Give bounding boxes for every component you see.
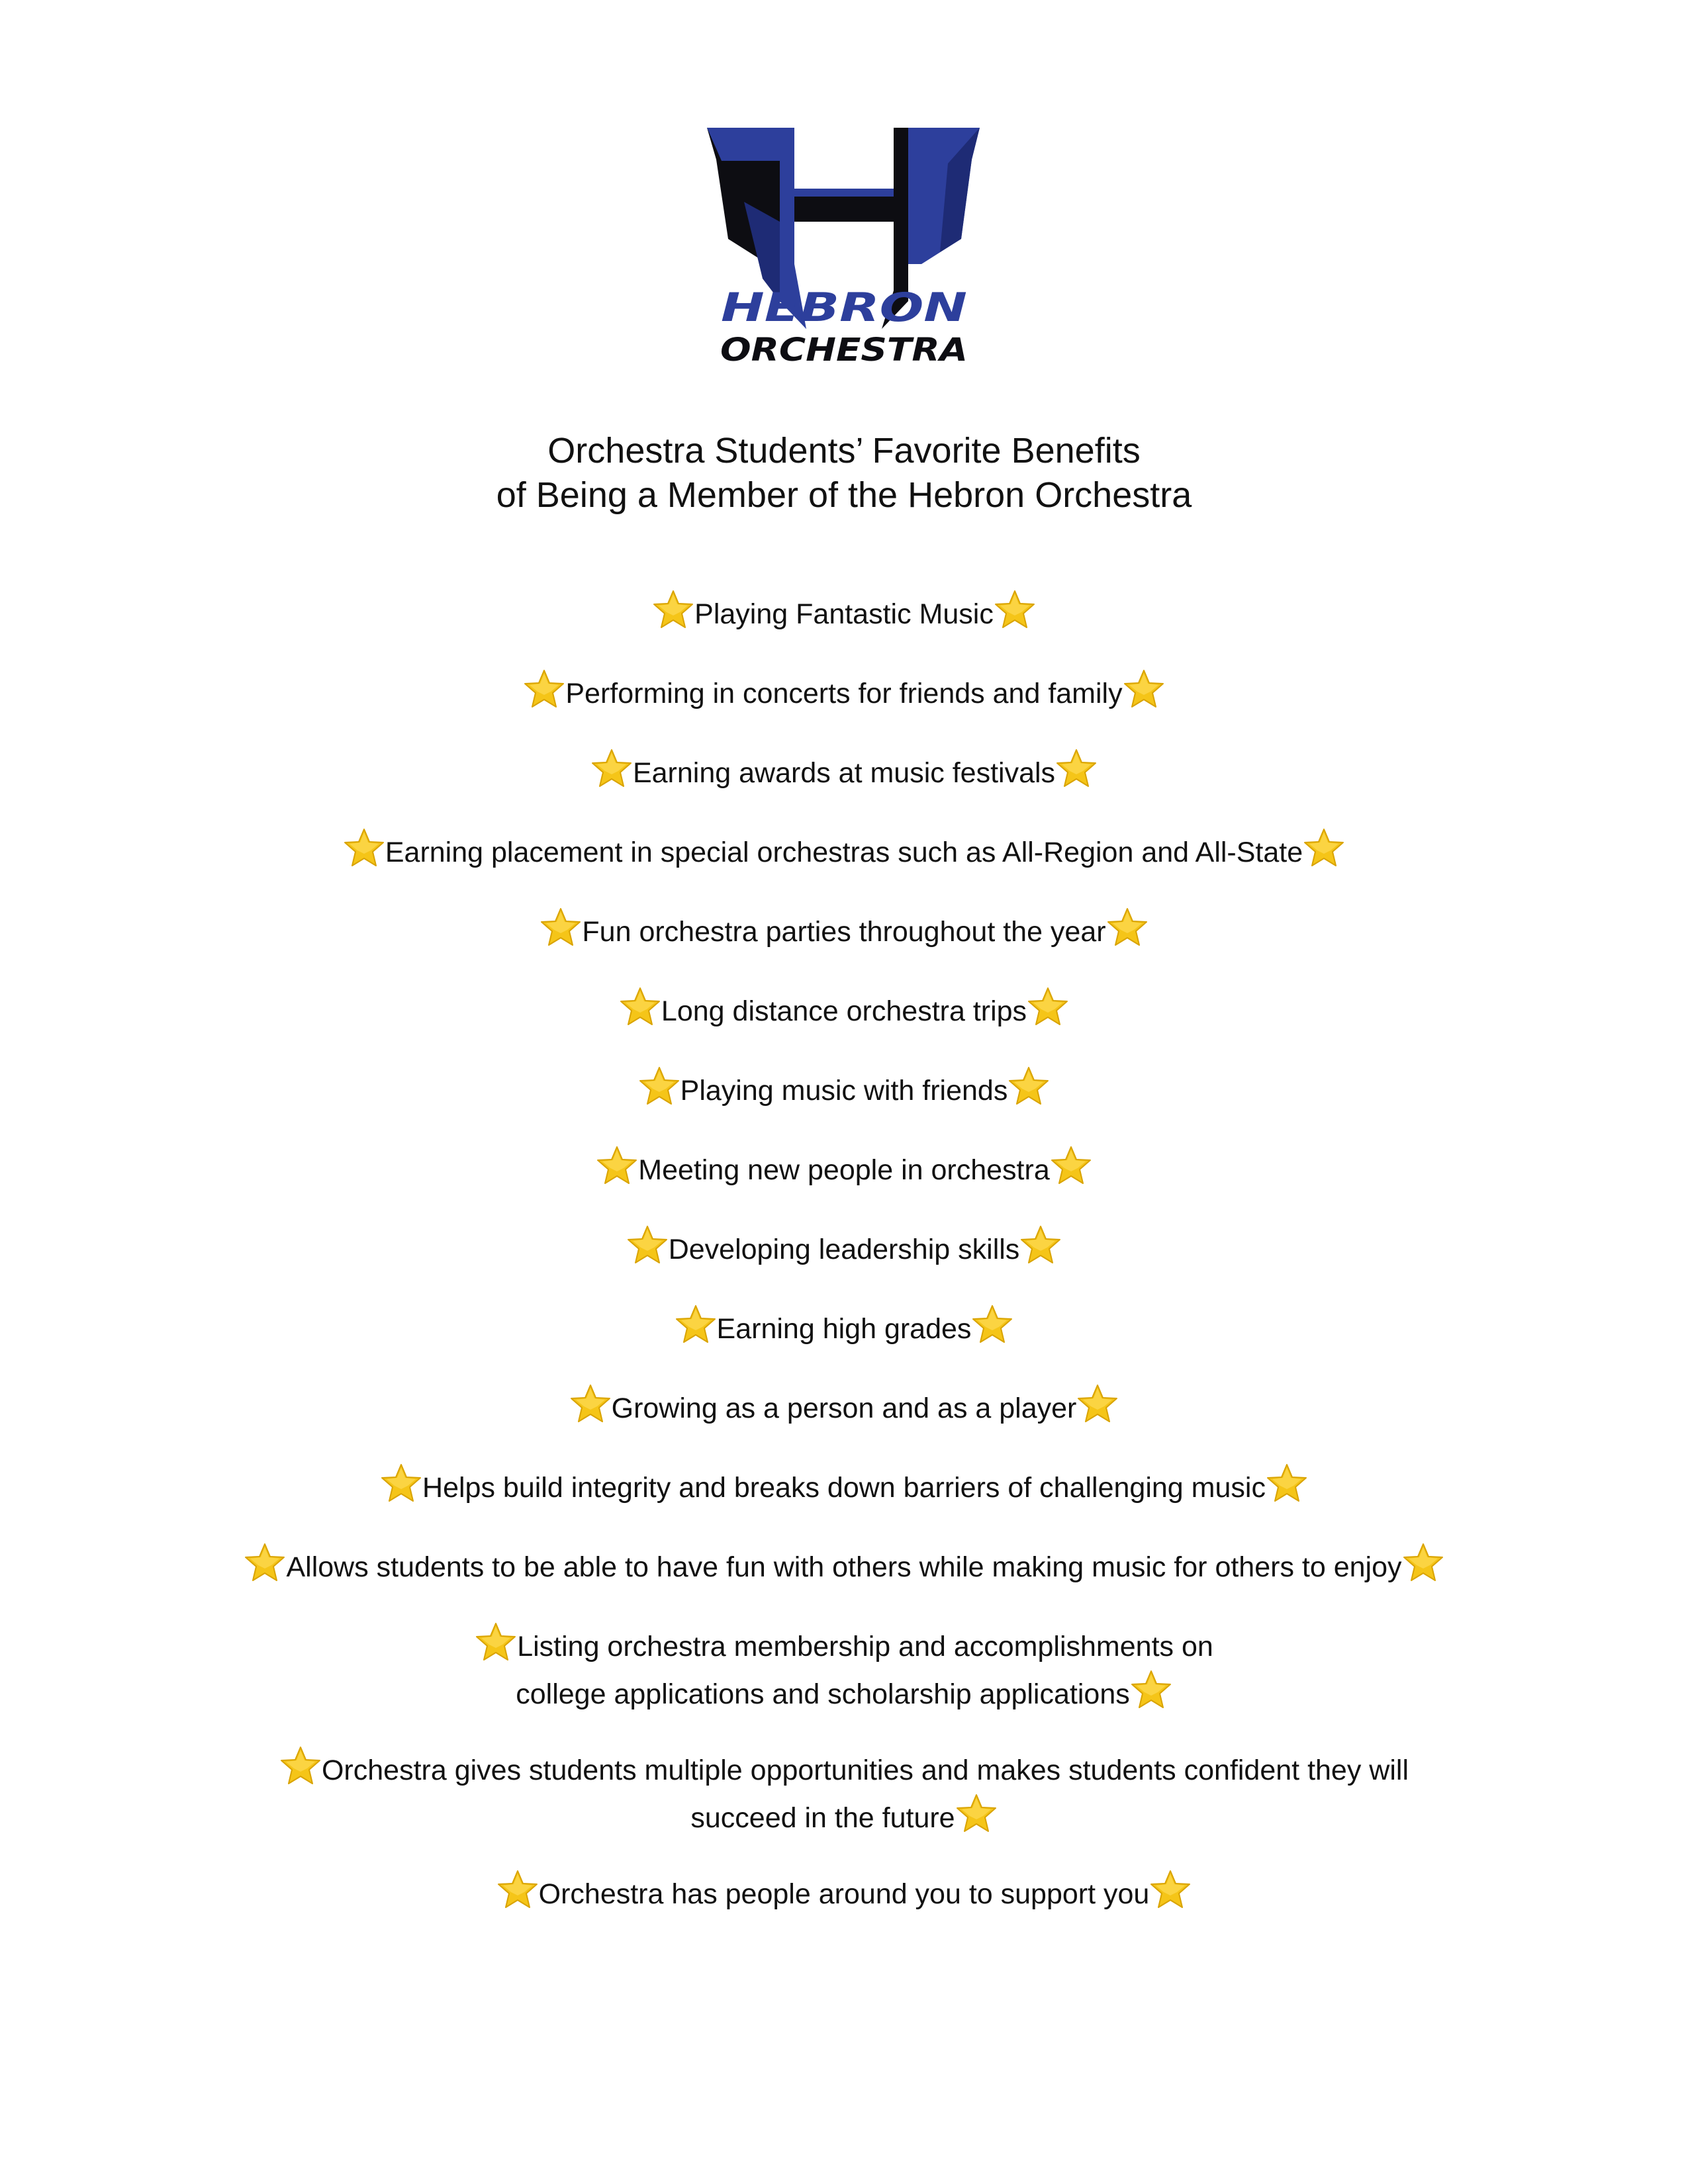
benefit-text-line-2: succeed in the future: [690, 1802, 955, 1834]
star-icon: [539, 907, 582, 948]
benefit-text-block: [475, 1621, 1213, 1717]
star-icon: [343, 827, 385, 868]
benefits-list: [0, 589, 1688, 1948]
benefit-text: Earning high grades: [716, 1313, 972, 1345]
benefit-text-line-1: Listing orchestra membership and accomplishments on: [517, 1631, 1213, 1662]
page-title: [0, 429, 1688, 518]
benefit-text-block: [279, 1745, 1409, 1841]
logo-line2: ORCHESTRA: [720, 332, 968, 369]
star-icon: [475, 1621, 517, 1662]
title-line-2: of Being a Member of the Hebron Orchestra: [496, 475, 1192, 515]
benefit-item: [0, 1066, 1688, 1110]
star-icon: [1123, 668, 1165, 709]
benefit-item: [0, 1621, 1688, 1710]
benefit-item: [0, 986, 1688, 1030]
benefit-text: Earning awards at music festivals: [632, 757, 1056, 789]
benefit-item: [0, 589, 1688, 633]
benefit-item: [0, 748, 1688, 792]
star-icon: [569, 1383, 612, 1424]
logo-line1: HEBRON: [721, 285, 967, 331]
benefit-item: [0, 1869, 1688, 1913]
star-icon: [279, 1745, 322, 1786]
star-icon: [1027, 986, 1069, 1027]
benefit-item: [0, 1463, 1688, 1507]
hebron-h-logo-icon: [702, 122, 986, 374]
star-icon: [244, 1542, 286, 1583]
star-icon: [994, 589, 1036, 630]
benefit-text: Helps build integrity and breaks down barriers of challenging music: [422, 1472, 1266, 1504]
star-icon: [1055, 748, 1098, 789]
benefit-item: [0, 1383, 1688, 1428]
benefit-text-line-2: college applications and scholarship applications: [516, 1678, 1130, 1710]
benefit-item: [0, 1145, 1688, 1189]
star-icon: [1008, 1066, 1050, 1107]
benefit-text: Long distance orchestra trips: [661, 995, 1027, 1027]
benefit-item: [0, 1542, 1688, 1586]
benefit-line-1: [475, 1621, 1213, 1669]
benefit-line-2: [279, 1793, 1409, 1841]
benefit-item: [0, 827, 1688, 872]
benefit-line-1: [279, 1745, 1409, 1793]
benefit-text: Playing music with friends: [680, 1075, 1008, 1107]
star-icon: [590, 748, 633, 789]
benefit-item: [0, 668, 1688, 713]
star-icon: [675, 1304, 717, 1345]
benefit-text: Meeting new people in orchestra: [638, 1154, 1050, 1186]
benefit-text: Developing leadership skills: [668, 1234, 1020, 1265]
star-icon: [652, 589, 694, 630]
benefit-item: [0, 1304, 1688, 1348]
star-icon: [1303, 827, 1345, 868]
benefit-item: [0, 1224, 1688, 1269]
title-line-1: Orchestra Students’ Favorite Benefits: [547, 431, 1141, 471]
star-icon: [1076, 1383, 1119, 1424]
star-icon: [1266, 1463, 1308, 1504]
star-icon: [638, 1066, 680, 1107]
star-icon: [1149, 1869, 1192, 1910]
benefit-item: [0, 1745, 1688, 1834]
star-icon: [1019, 1224, 1062, 1265]
benefit-text-line-1: Orchestra gives students multiple opportunities and makes students confident they will: [321, 1754, 1409, 1786]
benefit-text: Allows students to be able to have fun with others while making music for others to enjoy: [286, 1551, 1402, 1583]
star-icon: [955, 1793, 998, 1834]
hebron-orchestra-logo: [702, 122, 986, 374]
benefit-text: Earning placement in special orchestras such as All-Region and All-State: [385, 837, 1303, 868]
benefit-item: [0, 907, 1688, 951]
star-icon: [380, 1463, 422, 1504]
star-icon: [496, 1869, 539, 1910]
star-icon: [1130, 1669, 1172, 1710]
star-icon: [1050, 1145, 1092, 1186]
benefit-text: Orchestra has people around you to support you: [538, 1878, 1150, 1910]
benefit-text: Performing in concerts for friends and family: [565, 678, 1123, 709]
star-icon: [626, 1224, 669, 1265]
star-icon: [1402, 1542, 1444, 1583]
benefit-line-2: [475, 1669, 1213, 1717]
benefit-text: Fun orchestra parties throughout the year: [582, 916, 1106, 948]
star-icon: [619, 986, 661, 1027]
star-icon: [971, 1304, 1013, 1345]
star-icon: [523, 668, 565, 709]
star-icon: [1106, 907, 1149, 948]
star-icon: [596, 1145, 638, 1186]
benefit-text: Playing Fantastic Music: [694, 598, 994, 630]
benefit-text: Growing as a person and as a player: [611, 1392, 1077, 1424]
